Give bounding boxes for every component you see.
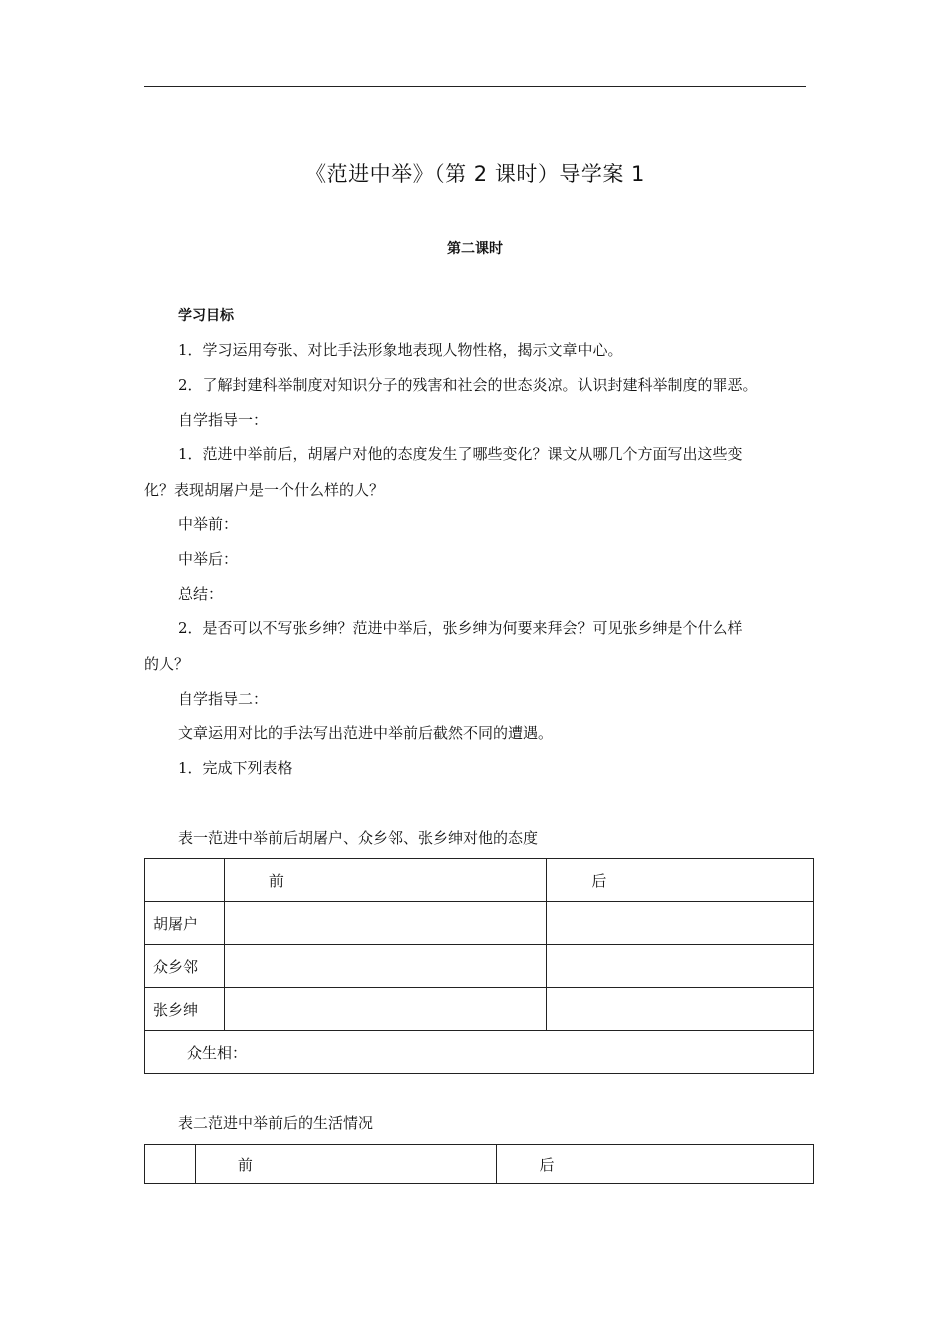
- guide2-intro: 文章运用对比的手法写出范进中举前后截然不同的遭遇。: [178, 724, 554, 742]
- goal-item-1: 1．学习运用夸张、对比手法形象地表现人物性格，揭示文章中心。: [178, 341, 623, 359]
- table1-caption: 表一范进中举前后胡屠户、众乡邻、张乡绅对他的态度: [178, 829, 539, 847]
- table-header-row: [145, 859, 814, 902]
- row-label: 众乡邻: [145, 945, 225, 988]
- guide2-task: 1．完成下列表格: [178, 759, 293, 777]
- table-row: [145, 945, 814, 988]
- document-subtitle: 第二课时: [447, 241, 503, 257]
- table-row: [145, 902, 814, 945]
- guide1-summary-label: 总结：: [178, 585, 224, 603]
- guide1-after-label: 中举后：: [178, 550, 239, 568]
- table-header-cell: 前: [224, 859, 546, 902]
- document-title: 《范进中举》（第 2 课时）导学案 1: [305, 162, 645, 186]
- guide1-question1-line2: 化？表现胡屠户是一个什么样的人？: [144, 481, 385, 499]
- table-footer-cell: 众生相：: [145, 1031, 814, 1074]
- row-label: 张乡绅: [145, 988, 225, 1031]
- table-footer-row: [145, 1031, 814, 1074]
- header-rule: [144, 86, 806, 87]
- guide1-question2-line2: 的人？: [144, 655, 190, 673]
- table-cell: [224, 902, 546, 945]
- guide1-before-label: 中举前：: [178, 515, 239, 533]
- goal-item-2: 2．了解封建科举制度对知识分子的残害和社会的世态炎凉。认识封建科举制度的罪恶。: [178, 376, 758, 394]
- table-header-cell: 后: [547, 859, 814, 902]
- table-header-cell: [145, 859, 225, 902]
- table-header-row: [145, 1145, 814, 1184]
- table-header-cell: [145, 1145, 196, 1184]
- table-cell: [547, 988, 814, 1031]
- table-cell: [224, 945, 546, 988]
- guide1-question1-line1: 1．范进中举前后，胡屠户对他的态度发生了哪些变化？课文从哪几个方面写出这些变: [178, 445, 743, 463]
- guide2-heading: 自学指导二：: [178, 690, 269, 708]
- attitude-table: [144, 858, 814, 1074]
- table2-caption: 表二范进中举前后的生活情况: [178, 1114, 374, 1132]
- life-situation-table: [144, 1144, 814, 1184]
- row-label: 胡屠户: [145, 902, 225, 945]
- guide1-question2-line1: 2．是否可以不写张乡绅？范进中举后，张乡绅为何要来拜会？可见张乡绅是个什么样: [178, 619, 743, 637]
- table-cell: [547, 902, 814, 945]
- table-cell: [547, 945, 814, 988]
- guide1-heading: 自学指导一：: [178, 411, 269, 429]
- table-header-cell: 后: [497, 1145, 814, 1184]
- table-row: [145, 988, 814, 1031]
- section-goals-heading: 学习目标: [178, 308, 234, 324]
- table-cell: [224, 988, 546, 1031]
- table-header-cell: 前: [195, 1145, 497, 1184]
